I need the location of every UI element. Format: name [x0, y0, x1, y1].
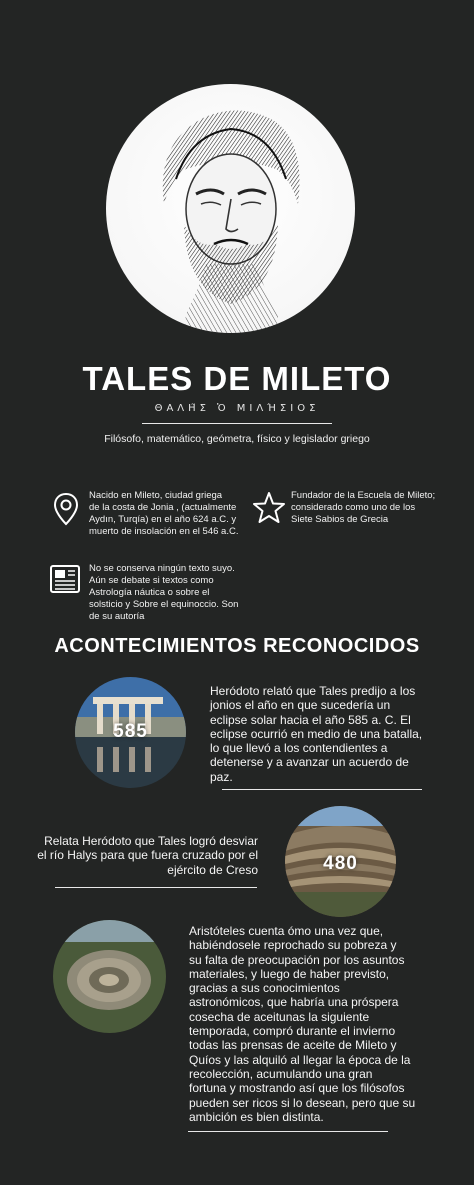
event-480-text: Relata Heródoto que Tales logró desviar el río Halys para que fuera cruzado por el ejército de Creso — [37, 834, 258, 877]
event-divider — [188, 1131, 388, 1132]
event-olive-image — [53, 920, 166, 1033]
page-title: TALES DE MILETO — [82, 360, 392, 397]
fact-texts: No se conserva ningún texto suyo. Aún se debate si textos como Astrología náutica o sobre el solsticio y Sobre el equinoccio. Son de su autoría — [89, 563, 239, 622]
event-year: 480 — [323, 853, 358, 874]
event-480-image — [285, 806, 396, 917]
location-pin-icon — [53, 492, 79, 526]
newspaper-icon — [49, 563, 81, 595]
event-olive-text: Aristóteles cuenta ómo una vez que, habiéndosele reprochado su pobreza y su falta de preocupación por los asuntos materiales, y luego de haber previsto, gracias a sus conocimientos astronómicos, que habría una próspera cosecha de aceitunas la siguiente temporada, compró durante el invierno todas las prensas de aceite de Mileto y Quíos y las alquiló al llegar la época de la recolección, acumulando una gran fortuna y mostrando así que los filósofos pueden ser ricos si lo desean, pero que su ambición es bien distinta. — [189, 924, 416, 1124]
title-divider — [142, 423, 332, 424]
event-divider — [222, 789, 422, 790]
event-585-image — [75, 677, 186, 788]
event-divider — [55, 887, 257, 888]
fact-school: Fundador de la Escuela de Mileto; considerado como uno de los Siete Sabios de Grecia — [291, 490, 436, 525]
thales-portrait — [106, 84, 355, 333]
greek-name: ΘΑΛΗ͂Σ Ὁ ΜΙΛΉΣΙΟΣ — [154, 403, 320, 414]
fact-birth: Nacido en Mileto, ciudad griega de la costa de Jonia , (actualmente Aydın, Turqía) en el año 624 a.C. y muerto de insolación en el 546 a.C. — [89, 490, 239, 537]
tagline: Filósofo, matemático, geómetra, físico y legislador griego — [104, 433, 370, 445]
section-title: ACONTECIMIENTOS RECONOCIDOS — [54, 635, 420, 657]
event-year: 585 — [113, 721, 148, 742]
event-585-text: Heródoto relató que Tales predijo a los jonios el año en que sucedería un eclipse solar hacia el año 585 a. C. El eclipse ocurrió en medio de una batalla, lo que llevó a los contendientes a detenerse y a avanzar un acuerdo de paz. — [210, 684, 423, 784]
star-icon — [252, 491, 286, 524]
